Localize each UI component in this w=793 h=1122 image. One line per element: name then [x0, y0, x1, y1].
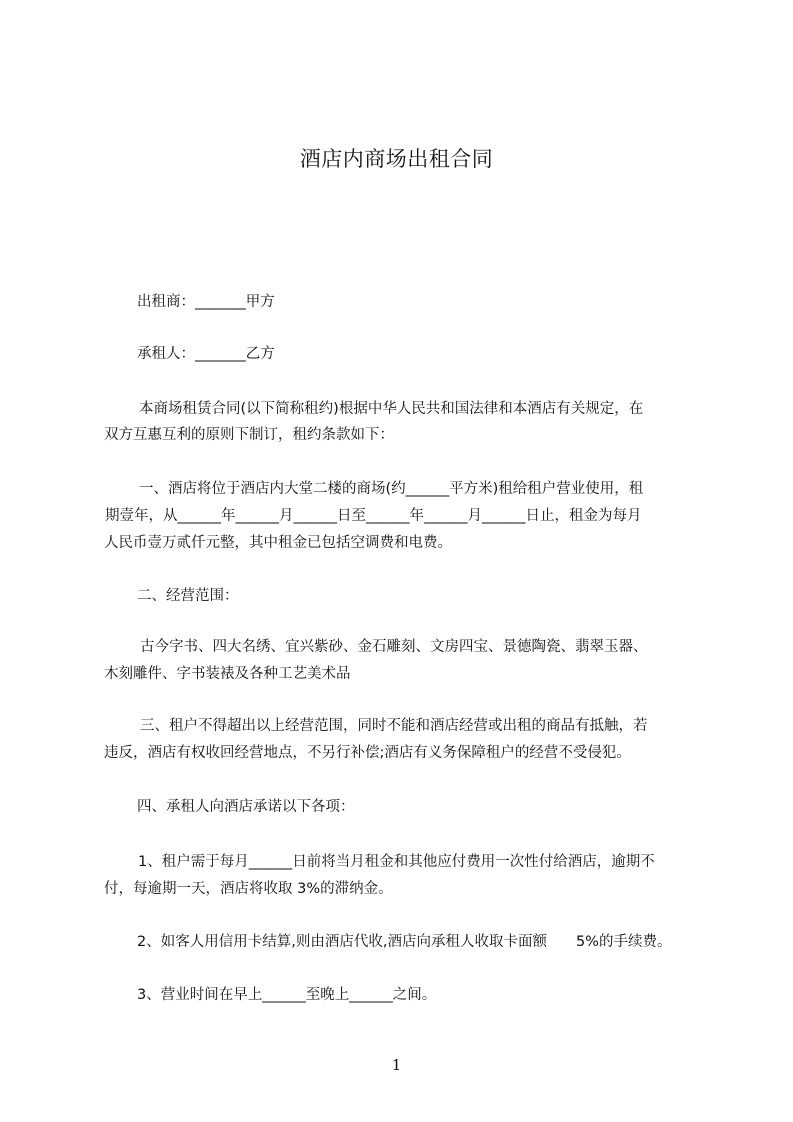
clause1-line-3: 人民币壹万贰仟元整，其中租金已包括空调费和电费。 [104, 535, 452, 551]
clause4-item3: 3、营业时间在早上______至晚上______之间。 [137, 987, 437, 1003]
clause4-heading: 四、承租人向酒店承诺以下各项： [137, 799, 355, 815]
clause3-line-2: 违反，酒店有权收回经营地点，不另行补偿;酒店有义务保障租户的经营不受侵犯。 [104, 745, 631, 761]
preamble-line-2: 双方互惠互利的原则下制订，租约条款如下： [104, 427, 394, 443]
lessor-line: 出租商：_______甲方 [137, 294, 275, 310]
clause1-line-1: 一、酒店将位于酒店内大堂二楼的商场(约______平方米)租给租户营业使用，租 [139, 481, 644, 497]
clause1-line-2: 期壹年，从______年______月______日至______年______月______日止，租金为每月 [105, 508, 642, 524]
clause4-item1-line-1: 1、租户需于每月______日前将当月租金和其他应付费用一次性付给酒店，逾期不 [138, 854, 655, 870]
clause4-item2: 2、如客人用信用卡结算,则由酒店代收,酒店向承租人收取卡面额 5%的手续费。 [137, 934, 672, 950]
clause2-items-line-1: 古今字书、四大名绣、宜兴紫砂、金石雕刻、文房四宝、景德陶瓷、翡翠玉器、 [140, 639, 648, 655]
page-number: 1 [391, 1056, 402, 1074]
clause2-heading: 二、经营范围： [137, 588, 239, 604]
clause2-items-line-2: 木刻雕件、字书装裱及各种工艺美术品 [104, 666, 351, 682]
page-title: 酒店内商场出租合同 [299, 147, 494, 171]
clause4-item1-line-2: 付，每逾期一天，酒店将收取 3%的滞纳金。 [104, 881, 393, 897]
lessee-line: 承租人：_______乙方 [137, 346, 275, 362]
clause3-line-1: 三、租户不得超出以上经营范围，同时不能和酒店经营或出租的商品有抵触，若 [140, 718, 648, 734]
preamble-line-1: 本商场租赁合同(以下简称租约)根据中华人民共和国法律和本酒店有关规定，在 [139, 401, 644, 417]
